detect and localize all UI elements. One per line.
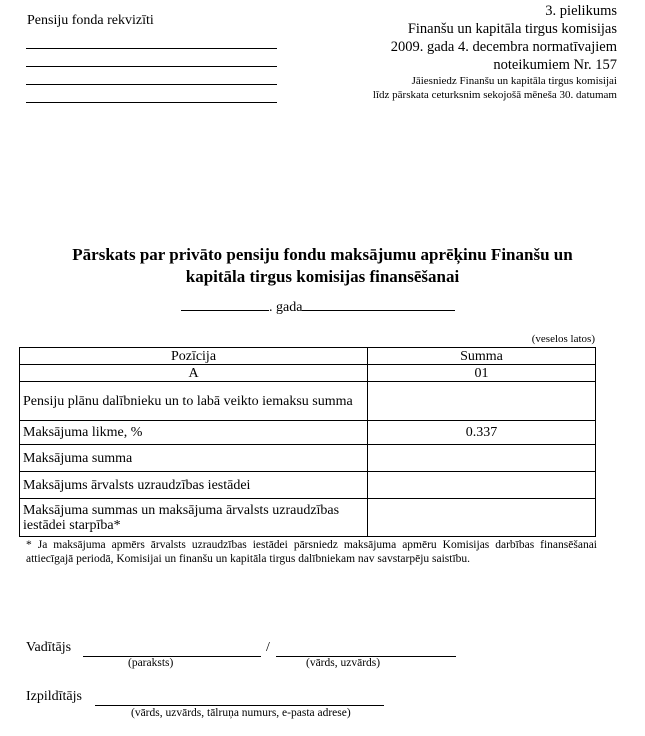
header-position: Pozīcija (20, 348, 368, 365)
name-caption: (vārds, uzvārds) (306, 657, 381, 669)
report-title (0, 244, 645, 288)
units-note: (veselos latos) (531, 333, 595, 345)
table-row (20, 499, 596, 537)
annex-number: 3. pielikums (545, 3, 617, 19)
header-amount: Summa (368, 348, 596, 365)
table-row (20, 382, 596, 421)
footnote: * Ja maksājuma apmērs ārvalsts uzraudzības iestādei pārsniedz maksājuma apmēru Komisijas darbības finansēšanai attiecīgajā periodā, Komisijai un finanšu un kapitāla tirgus dalībniekam nav savstarpēju saistību. (26, 539, 597, 565)
period-blank[interactable] (302, 296, 455, 311)
report-period (181, 296, 455, 316)
annex-note: līdz pārskata ceturksnim sekojošā mēneša 30. datumam (372, 89, 617, 101)
code-position: A (20, 365, 368, 382)
row-value[interactable] (368, 472, 596, 499)
requisites-line (26, 84, 277, 85)
table-row (20, 421, 596, 445)
report-title-line: Pārskats par privāto pensiju fondu maksājumu aprēķinu Finanšu un (72, 245, 573, 264)
requisites-line (26, 48, 277, 49)
table-row (20, 445, 596, 472)
table-code-row (20, 365, 596, 382)
year-label: . gada (269, 300, 303, 315)
annex-line: noteikumiem Nr. 157 (493, 57, 617, 73)
row-label: Maksājuma likme, % (20, 421, 368, 445)
row-value[interactable] (368, 445, 596, 472)
signature-caption: (paraksts) (128, 657, 174, 669)
code-amount: 01 (368, 365, 596, 382)
requisites-line (26, 102, 277, 103)
table-row (20, 472, 596, 499)
year-blank[interactable] (181, 296, 269, 311)
executor-line[interactable] (95, 705, 384, 706)
slash: / (266, 640, 270, 655)
executor-caption: (vārds, uzvārds, tālruņa numurs, e-pasta adrese) (131, 707, 351, 719)
row-label: Pensiju plānu dalībnieku un to labā veikto iemaksu summa (20, 382, 368, 421)
annex-line: Finanšu un kapitāla tirgus komisijas (407, 21, 617, 37)
row-label: Maksājums ārvalsts uzraudzības iestādei (20, 472, 368, 499)
row-value[interactable] (368, 382, 596, 421)
row-value[interactable] (368, 499, 596, 537)
row-label: Maksājuma summa (20, 445, 368, 472)
row-label: Maksājuma summas un maksājuma ārvalsts uzraudzības iestādei starpība* (20, 499, 368, 537)
annex-block (373, 2, 617, 102)
executor-label: Izpildītājs (26, 689, 82, 704)
annex-line: 2009. gada 4. decembra normatīvajiem (390, 39, 617, 55)
requisites-label: Pensiju fonda rekvizīti (27, 13, 154, 28)
report-title-line: kapitāla tirgus komisijas finansēšanai (185, 267, 460, 286)
row-value[interactable]: 0.337 (368, 421, 596, 445)
annex-note: Jāiesniedz Finanšu un kapitāla tirgus komisijai (411, 75, 617, 87)
head-label: Vadītājs (26, 640, 72, 655)
table-header-row (20, 348, 596, 365)
requisites-line (26, 66, 277, 67)
report-table (19, 347, 596, 537)
